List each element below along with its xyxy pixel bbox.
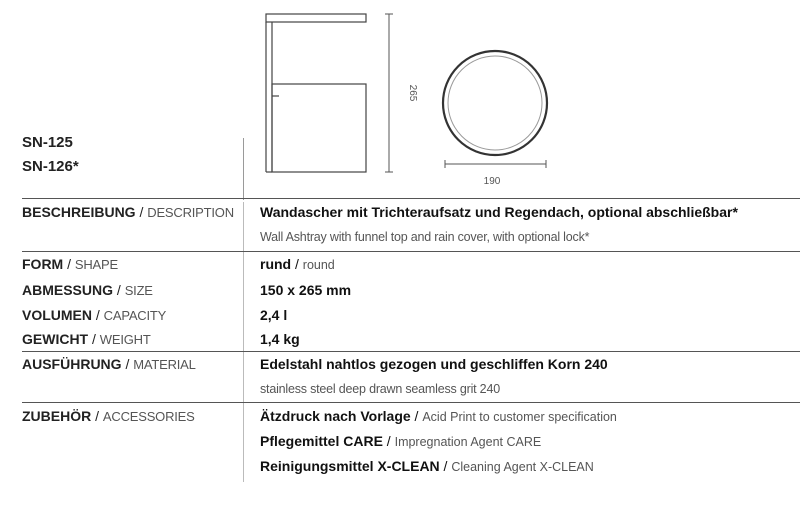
side-view-drawing bbox=[266, 14, 366, 172]
description-value-en: Wall Ashtray with funnel top and rain cover, with optional lock* bbox=[260, 230, 590, 244]
height-dimension-label: 265 bbox=[407, 84, 418, 102]
description-value-de: Wandascher mit Trichteraufsatz und Regendach, optional abschließbar* bbox=[260, 204, 738, 220]
material-value-de: Edelstahl nahtlos gezogen und geschliffen Korn 240 bbox=[260, 356, 608, 372]
weight-label: GEWICHT / WEIGHT bbox=[22, 331, 151, 347]
section-rule bbox=[22, 251, 800, 252]
section-rule bbox=[22, 351, 800, 352]
section-rule bbox=[22, 198, 800, 199]
model-number: SN-126* bbox=[22, 158, 79, 175]
width-dimension-line bbox=[445, 160, 546, 168]
capacity-value: 2,4 l bbox=[260, 307, 288, 323]
section-rule bbox=[22, 402, 800, 403]
capacity-label: VOLUMEN / CAPACITY bbox=[22, 307, 167, 323]
material-label: AUSFÜHRUNG / MATERIAL bbox=[22, 356, 196, 372]
size-label: ABMESSUNG / SIZE bbox=[22, 282, 153, 298]
model-number: SN-125 bbox=[22, 134, 73, 151]
size-value: 150 x 265 mm bbox=[260, 282, 352, 298]
column-divider bbox=[243, 202, 244, 482]
accessory-item: Reinigungsmittel X-CLEAN / Cleaning Agent X-CLEAN bbox=[260, 458, 594, 474]
weight-value: 1,4 kg bbox=[260, 331, 300, 347]
description-label: BESCHREIBUNG / DESCRIPTION bbox=[22, 204, 234, 220]
accessory-item: Pflegemittel CARE / Impregnation Agent CARE bbox=[260, 433, 542, 449]
technical-drawing bbox=[0, 0, 800, 200]
shape-value: rund / round bbox=[260, 256, 335, 272]
accessories-label: ZUBEHÖR / ACCESSORIES bbox=[22, 408, 195, 424]
top-view-drawing bbox=[443, 51, 547, 155]
width-dimension-label: 190 bbox=[483, 176, 501, 187]
accessory-item: Ätzdruck nach Vorlage / Acid Print to customer specification bbox=[260, 408, 617, 424]
height-dimension-line bbox=[385, 14, 393, 172]
shape-label: FORM / SHAPE bbox=[22, 256, 118, 272]
column-divider bbox=[243, 138, 244, 200]
material-value-en: stainless steel deep drawn seamless grit 240 bbox=[260, 382, 500, 396]
